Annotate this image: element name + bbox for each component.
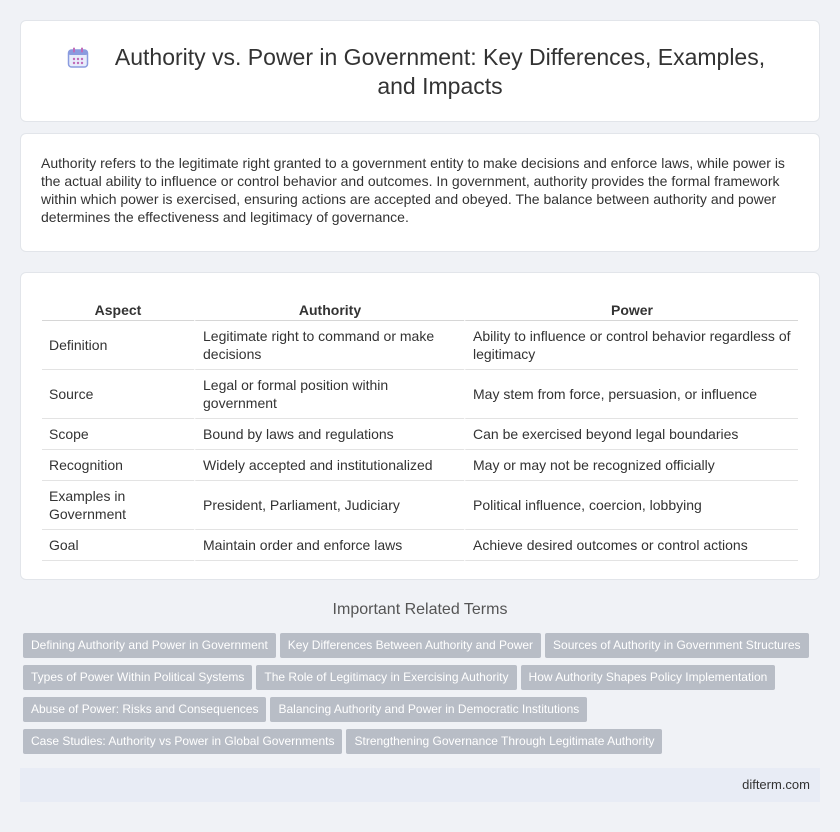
- table-cell: Goal: [42, 530, 194, 561]
- table-cell: May stem from force, persuasion, or influence: [464, 370, 798, 419]
- related-terms-list: [23, 633, 823, 761]
- table-cell: Scope: [42, 419, 194, 450]
- related-term-link[interactable]: Case Studies: Authority vs Power in Global Governments: [23, 729, 342, 754]
- table-cell: Widely accepted and institutionalized: [194, 450, 464, 481]
- column-header-power: Power: [464, 293, 798, 321]
- table-cell: Ability to influence or control behavior regardless of legitimacy: [464, 321, 798, 370]
- table-cell: Achieve desired outcomes or control actions: [464, 530, 798, 561]
- table-cell: Political influence, coercion, lobbying: [464, 481, 798, 530]
- table-cell: Legitimate right to command or make decisions: [194, 321, 464, 370]
- intro-card: [20, 133, 820, 252]
- table-row: [42, 321, 798, 370]
- table-cell: Bound by laws and regulations: [194, 419, 464, 450]
- related-term-link[interactable]: Balancing Authority and Power in Democratic Institutions: [270, 697, 587, 722]
- table-cell: President, Parliament, Judiciary: [194, 481, 464, 530]
- related-term-link[interactable]: Sources of Authority in Government Structures: [545, 633, 808, 658]
- footer: [20, 768, 820, 802]
- column-header-aspect: Aspect: [42, 293, 194, 321]
- table-row: [42, 450, 798, 481]
- related-term-link[interactable]: How Authority Shapes Policy Implementation: [521, 665, 776, 690]
- related-term-link[interactable]: Strengthening Governance Through Legitimate Authority: [346, 729, 662, 754]
- header-card: [20, 20, 820, 122]
- table-row: [42, 370, 798, 419]
- table-header-row: [42, 293, 798, 321]
- table-cell: Source: [42, 370, 194, 419]
- comparison-table: [42, 293, 798, 561]
- table-row: [42, 419, 798, 450]
- comparison-table-card: [20, 272, 820, 580]
- table-row: [42, 530, 798, 561]
- page-title: Authority vs. Power in Government: Key Differences, Examples, and Impacts: [114, 44, 766, 99]
- table-cell: Definition: [42, 321, 194, 370]
- related-term-link[interactable]: Abuse of Power: Risks and Consequences: [23, 697, 266, 722]
- table-cell: May or may not be recognized officially: [464, 450, 798, 481]
- table-cell: Recognition: [42, 450, 194, 481]
- table-row: [42, 481, 798, 530]
- table-cell: Maintain order and enforce laws: [194, 530, 464, 561]
- table-cell: Legal or formal position within government: [194, 370, 464, 419]
- table-cell: Can be exercised beyond legal boundaries: [464, 419, 798, 450]
- footer-site-link[interactable]: difterm.com: [742, 777, 810, 792]
- related-term-link[interactable]: Key Differences Between Authority and Power: [280, 633, 541, 658]
- intro-paragraph: Authority refers to the legitimate right granted to a government entity to make decisions and enforce laws, while power is the actual ability to influence or control behavior and outcomes. In government, authority provides the formal framework within which power is exercised, ensuring actions are accepted and obeyed. The balance between authority and power determines the effectiveness and legitimacy of governance.: [41, 155, 785, 225]
- related-term-link[interactable]: Types of Power Within Political Systems: [23, 665, 252, 690]
- related-terms-title: Important Related Terms: [332, 601, 508, 618]
- related-term-link[interactable]: The Role of Legitimacy in Exercising Authority: [256, 665, 516, 690]
- table-cell: Examples in Government: [42, 481, 194, 530]
- column-header-authority: Authority: [194, 293, 464, 321]
- related-term-link[interactable]: Defining Authority and Power in Government: [23, 633, 276, 658]
